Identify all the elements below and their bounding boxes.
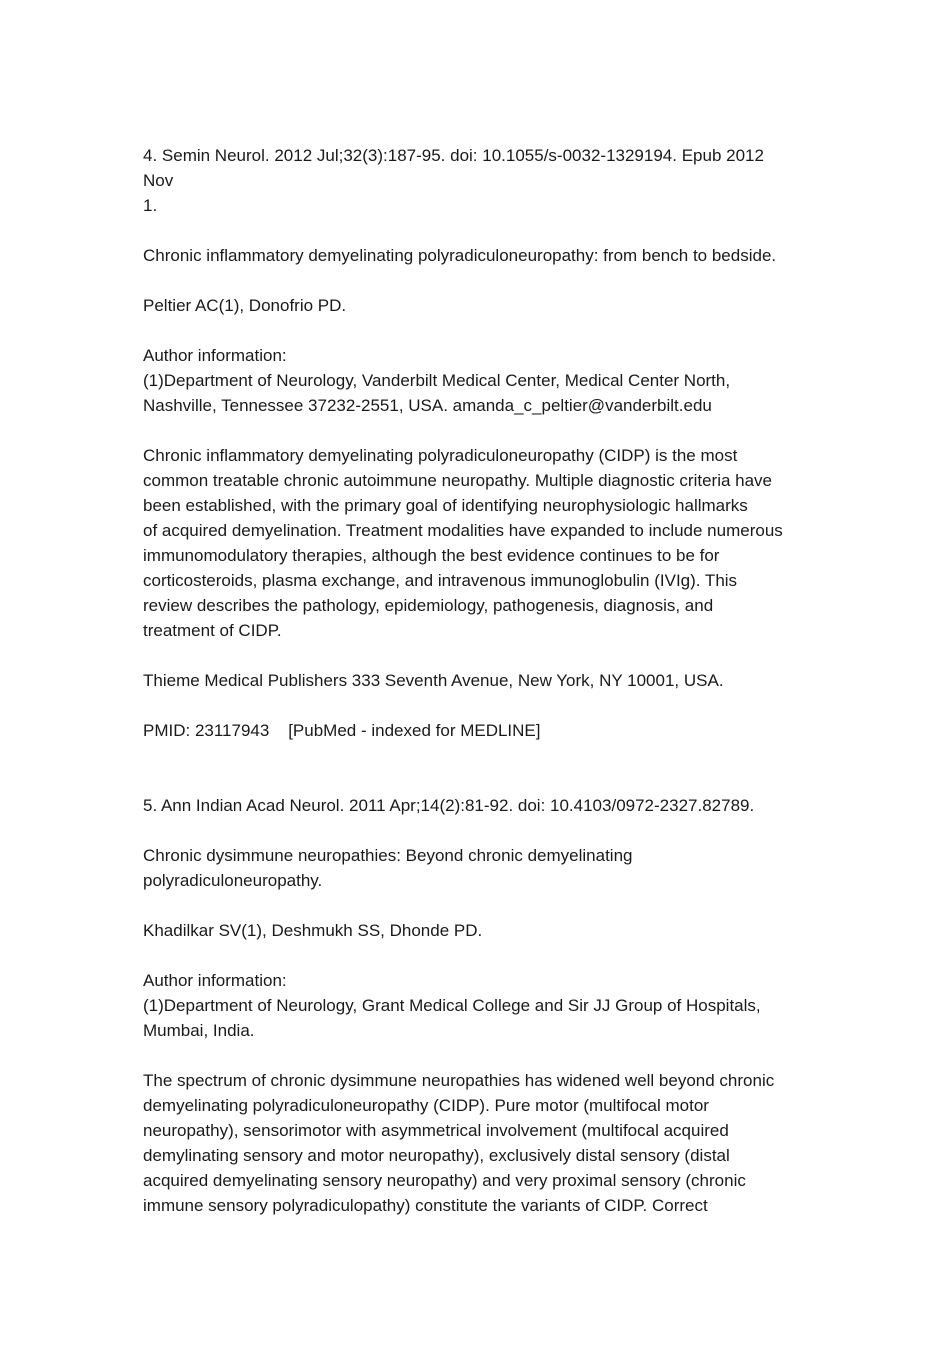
abstract-line: treatment of CIDP. [143, 621, 282, 640]
pmid-line: PMID: 23117943 [PubMed - indexed for MEDLINE] [143, 721, 541, 740]
abstract [143, 1068, 833, 1218]
abstract-line: neuropathy), sensorimotor with asymmetrical involvement (multifocal acquired [143, 1121, 729, 1140]
abstract-line: acquired demyelinating sensory neuropathy) and very proximal sensory (chronic [143, 1171, 746, 1190]
abstract-line: immune sensory polyradiculopathy) constitute the variants of CIDP. Correct [143, 1196, 708, 1215]
citation-header [143, 143, 833, 218]
abstract-line: review describes the pathology, epidemiology, pathogenesis, diagnosis, and [143, 596, 714, 615]
abstract-line: The spectrum of chronic dysimmune neuropathies has widened well beyond chronic [143, 1071, 775, 1090]
document-page [143, 143, 833, 1218]
affiliation-line: (1)Department of Neurology, Grant Medical College and Sir JJ Group of Hospitals, [143, 996, 761, 1015]
abstract-line: been established, with the primary goal of identifying neurophysiologic hallmarks [143, 496, 748, 515]
citation-record-5 [143, 793, 833, 1218]
title-line: Chronic inflammatory demyelinating polyradiculoneuropathy: from bench to bedside. [143, 246, 777, 265]
abstract-line: Chronic inflammatory demyelinating polyradiculoneuropathy (CIDP) is the most [143, 446, 738, 465]
title-line: Chronic dysimmune neuropathies: Beyond chronic demyelinating [143, 846, 633, 865]
citation-line: Nov [143, 171, 174, 190]
author-list: Peltier AC(1), Donofrio PD. [143, 296, 347, 315]
affiliation [143, 993, 833, 1043]
citation-line: 1. [143, 196, 158, 215]
abstract-line: demyelinating polyradiculoneuropathy (CIDP). Pure motor (multifocal motor [143, 1096, 709, 1115]
abstract-line: of acquired demyelination. Treatment modalities have expanded to include numerous [143, 521, 783, 540]
citation-record-4 [143, 143, 833, 743]
affiliation-line: (1)Department of Neurology, Vanderbilt Medical Center, Medical Center North, [143, 371, 731, 390]
citation-line: 4. Semin Neurol. 2012 Jul;32(3):187-95. doi: 10.1055/s-0032-1329194. Epub 2012 [143, 146, 764, 165]
article-title [143, 843, 833, 893]
abstract-line: corticosteroids, plasma exchange, and intravenous immunoglobulin (IVIg). This [143, 571, 738, 590]
title-line: polyradiculoneuropathy. [143, 871, 323, 890]
citation-header [143, 793, 833, 818]
abstract-line: immunomodulatory therapies, although the best evidence continues to be for [143, 546, 720, 565]
author-info-label: Author information: [143, 971, 287, 990]
citation-line: 5. Ann Indian Acad Neurol. 2011 Apr;14(2):81-92. doi: 10.4103/0972-2327.82789. [143, 796, 755, 815]
abstract-line: demylinating sensory and motor neuropathy), exclusively distal sensory (distal [143, 1146, 730, 1165]
affiliation [143, 368, 833, 418]
author-list: Khadilkar SV(1), Deshmukh SS, Dhonde PD. [143, 921, 483, 940]
abstract-line: common treatable chronic autoimmune neuropathy. Multiple diagnostic criteria have [143, 471, 773, 490]
publisher-info: Thieme Medical Publishers 333 Seventh Avenue, New York, NY 10001, USA. [143, 671, 724, 690]
affiliation-line: Mumbai, India. [143, 1021, 255, 1040]
abstract [143, 443, 833, 643]
article-title [143, 243, 833, 268]
author-info-label: Author information: [143, 346, 287, 365]
affiliation-line: Nashville, Tennessee 37232-2551, USA. amanda_c_peltier@vanderbilt.edu [143, 396, 712, 415]
